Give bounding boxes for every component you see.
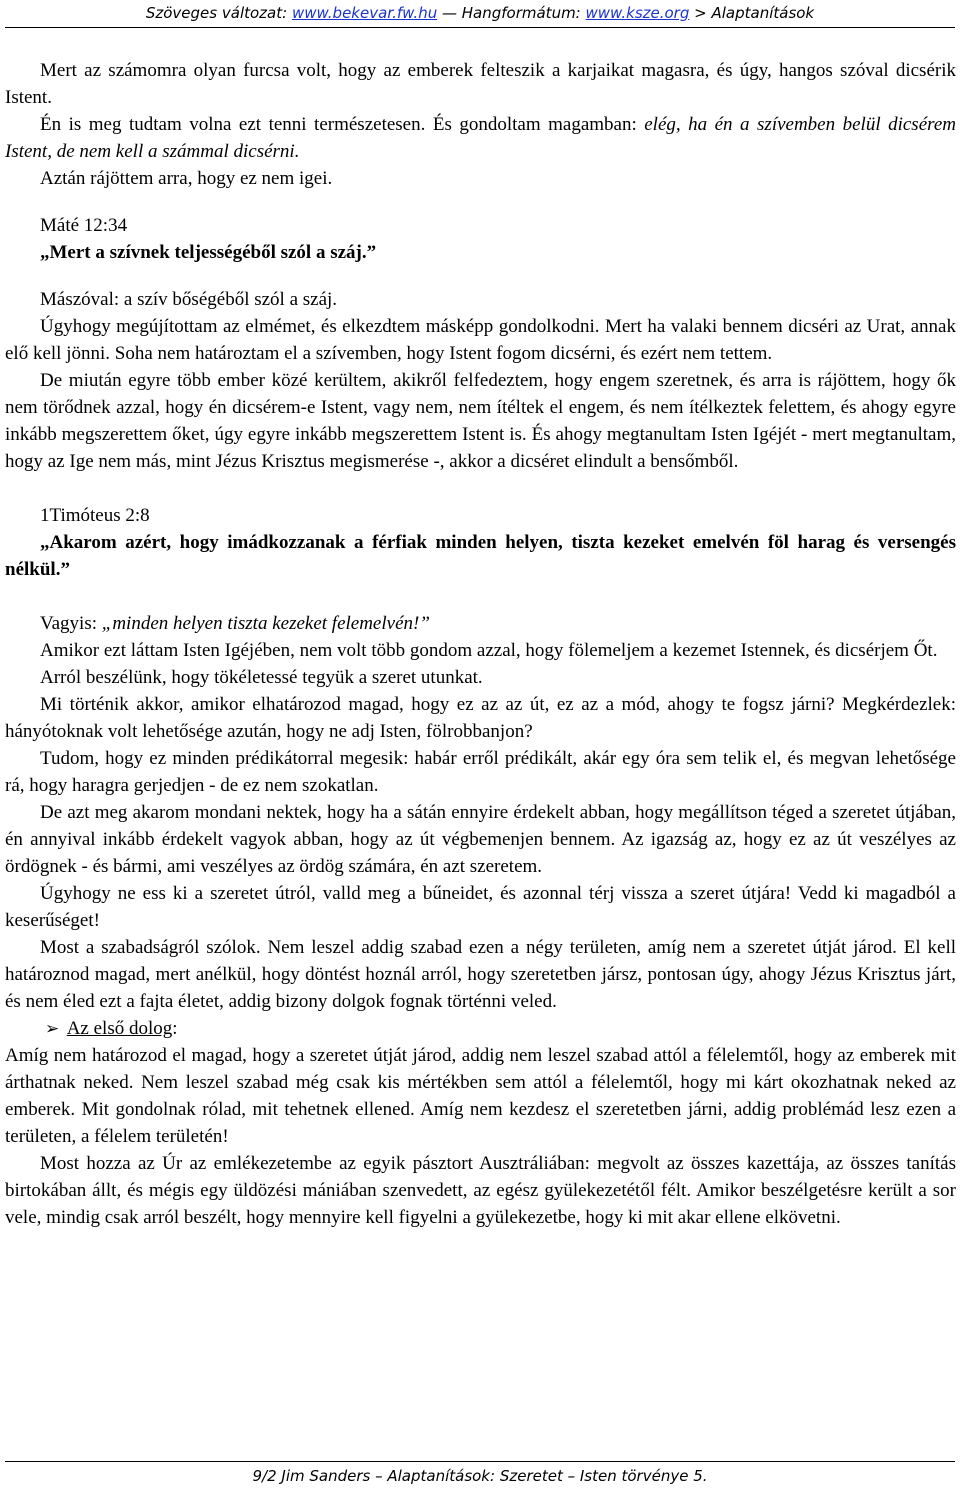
paragraph: Most hozza az Úr az emlékezetembe az egyik pásztort Ausztráliában: megvolt az összes kazettája, az összes tanítás birtokában állt, és mégis egy üldözési mániában szenvedett, az egész gyülekezetétől félt. Amikor beszélgetésre került a sor vele, mindig csak arról beszélt, hogy mennyire kell figyelni a gyülekezetbe, hogy ki mit akar ellene elkövetni. <box>5 1153 956 1228</box>
scripture-reference: 1Timóteus 2:8 <box>40 505 150 526</box>
header-mid: — Hangformátum: <box>437 4 586 22</box>
paragraph <box>5 610 956 637</box>
paragraph: Mert az számomra olyan furcsa volt, hogy az emberek felteszik a karjaikat magasra, és úgy, hangos szóval dicsérik Istent. <box>5 60 956 108</box>
paragraph: De miután egyre több ember közé kerültem, akikről felfedeztem, hogy engem szeretnek, és arra is rájöttem, hogy ők nem törődnek azzal, hogy én dicsérem-e Istent, vagy nem, nem ítéltek el engem, és nem ítélkeztek felettem, és ahogy egyre inkább megszerettem őket, úgy egyre inkább megszerettem Istent is. És ahogy megtanultam Isten Igéjét - mert megtanultam, hogy az Ige nem más, mint Jézus Krisztus megismerése -, akkor a dicséret elindult a bensőmből. <box>5 370 956 472</box>
page-header <box>0 0 960 26</box>
paragraph: Arról beszélünk, hogy tökéletessé tegyük a szeret utunkat. <box>40 667 483 688</box>
header-divider <box>5 27 955 28</box>
footer-divider <box>5 1461 955 1462</box>
bullet-item <box>5 1015 956 1042</box>
paragraph-italic-text: elég, ha én a szívemben belül dicsérem Istent, de nem kell a számmal dicsérni. <box>5 114 956 162</box>
paragraph: De azt meg akarom mondani nektek, hogy ha a sátán ennyire érdekelt abban, hogy megállítson téged a szeretet útjában, én annyival inkább érdekelt vagyok abban, hogy az út végbemenjen bennem. Az igazság az, hogy ez az út veszélyes az ördögnek - és bármi, ami veszélyes az ördög számára, én azt szeretem. <box>5 802 956 877</box>
ksze-link[interactable]: www.ksze.org <box>585 4 690 22</box>
scripture-quote: „Akarom azért, hogy imádkozzanak a férfiak minden helyen, tiszta kezeket emelvén föl harag és versengés nélkül.” <box>5 532 956 580</box>
page-footer: 9/2 Jim Sanders – Alaptanítások: Szeretet – Isten törvénye 5. <box>252 1467 708 1485</box>
document-body <box>5 57 956 1231</box>
header-suffix: > Alaptanítások <box>689 4 815 22</box>
paragraph: Aztán rájöttem arra, hogy ez nem igei. <box>40 168 333 189</box>
paragraph: Úgyhogy megújítottam az elmémet, és elkezdtem másképp gondolkodni. Mert ha valaki bennem dicséri az Urat, annak elő kell jönni. Soha nem határoztam el a szívemben, hogy Istent fogom dicsérni, és ezért nem tettem. <box>5 316 956 364</box>
paragraph-text: Vagyis: <box>40 613 102 634</box>
bekevar-link[interactable]: www.bekevar.fw.hu <box>291 4 438 22</box>
paragraph: Mászóval: a szív bőségéből szól a száj. <box>40 289 338 310</box>
paragraph <box>5 111 956 165</box>
scripture-reference: Máté 12:34 <box>40 215 128 236</box>
paragraph: Úgyhogy ne ess ki a szeretet útról, valld meg a bűneidet, és azonnal térj vissza a szeret útjára! Vedd ki magadból a keserűséget! <box>5 883 956 931</box>
paragraph: Amíg nem határozod el magad, hogy a szeretet útját járod, addig nem leszel szabad attól a félelemtől, hogy az emberek mit árthatnak neked. Nem leszel szabad még csak kis mértékben sem attól a félelemtől, hogy mi kárt okozhatnak neked az emberek. Mit gondolnak rólad, mit tehetnek ellened. Amíg nem kezdesz el szeretetben járni, addig problémád lesz ezen a területen, a félelem területén! <box>5 1045 956 1147</box>
paragraph-text: Én is meg tudtam volna ezt tenni természetesen. És gondoltam magamban: <box>40 114 645 135</box>
paragraph: Amikor ezt láttam Isten Igéjében, nem volt több gondom azzal, hogy fölemeljem a kezemet Istennek, és dicsérjem Őt. <box>40 640 938 661</box>
header-prefix: Szöveges változat: <box>145 4 292 22</box>
bullet-label: Az első dolog <box>66 1018 173 1039</box>
bullet-colon: : <box>172 1018 178 1039</box>
paragraph: Tudom, hogy ez minden prédikátorral megesik: habár erről prédikált, akár egy óra sem telik el, és megvan lehetősége rá, hogy haragra gerjedjen - de ez nem szokatlan. <box>5 748 956 796</box>
paragraph-italic-text: „minden helyen tiszta kezeket felemelvén!” <box>101 613 430 634</box>
paragraph: Most a szabadságról szólok. Nem leszel addig szabad ezen a négy területen, amíg nem a szeretet útját járod. El kell határoznod magad, mert anélkül, hogy döntést hoznál arról, hogy szeretetben jársz, pontosan úgy, ahogy Jézus Krisztus járt, és nem éled ezt a fajta életet, addig bizony dolgok fognak történni veled. <box>5 937 956 1012</box>
scripture-quote: „Mert a szívnek teljességéből szól a száj.” <box>40 242 377 263</box>
arrow-bullet-icon: ➢ <box>45 1019 60 1038</box>
paragraph: Mi történik akkor, amikor elhatározod magad, hogy ez az az út, ez az a mód, ahogy te fogsz járni? Megkérdezlek: hányótoknak volt lehetősége azután, hogy ne adj Isten, fölrobbanjon? <box>5 694 956 742</box>
